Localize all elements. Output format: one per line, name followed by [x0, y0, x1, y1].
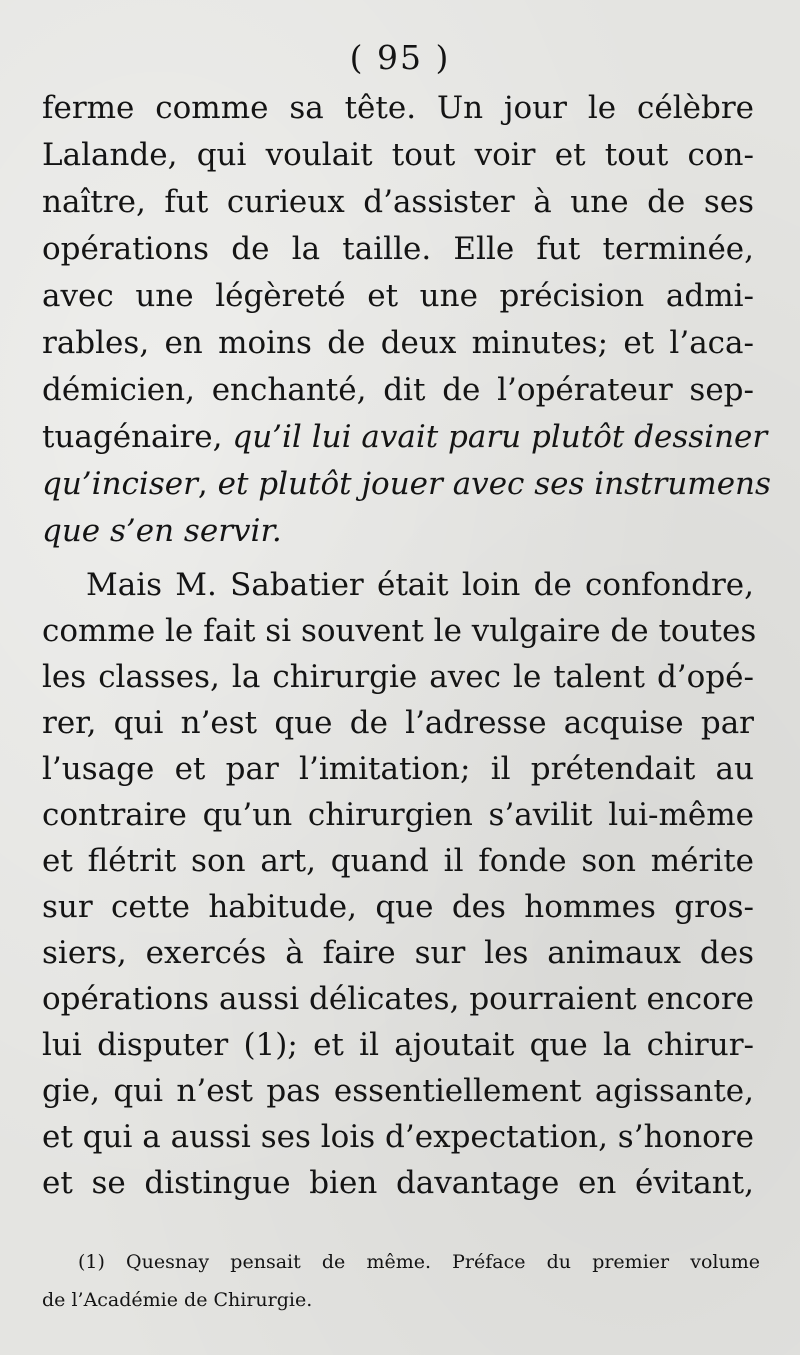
text-line-mixed [42, 461, 771, 507]
roman-text: , [197, 466, 218, 502]
text-line: gie, qui n’est pas essentiellement agissante, [42, 1073, 754, 1109]
italic-quote: qu’inciser [42, 466, 198, 502]
text-line: rer, qui n’est que de l’adresse acquise par [42, 705, 754, 741]
text-line: lui disputer (1); et il ajoutait que la chirur- [42, 1027, 754, 1063]
footnote-line: (1) Quesnay pensait de même. Préface du premier volume [78, 1251, 760, 1273]
text-line: siers, exercés à faire sur les animaux des [42, 935, 754, 971]
text-line: sur cette habitude, que des hommes gros- [42, 889, 754, 925]
text-line: et qui a aussi ses lois d’expectation, s’honore [42, 1119, 754, 1155]
text-line: rables, en moins de deux minutes; et l’aca- [42, 325, 754, 361]
text-line: naître, fut curieux d’assister à une de ses [42, 184, 754, 220]
roman-text: tuagénaire, [42, 419, 233, 455]
text-line: opérations de la taille. Elle fut terminée, [42, 231, 754, 267]
page-number: ( 95 ) [349, 38, 451, 77]
text-line: avec une légèreté et une précision admi- [42, 278, 754, 314]
text-line: démicien, enchanté, dit de l’opérateur sep- [42, 372, 754, 408]
italic-quote: et plutôt jouer avec ses instrumens [217, 466, 771, 502]
footnote-line: de l’Académie de Chirurgie. [42, 1289, 313, 1311]
text-line-mixed [42, 414, 768, 460]
text-line: ferme comme sa tête. Un jour le célèbre [42, 90, 754, 126]
text-line: que s’en servir. [42, 513, 282, 549]
text-line: opérations aussi délicates, pourraient encore [42, 981, 754, 1017]
text-line: les classes, la chirurgie avec le talent d’opé- [42, 659, 754, 695]
italic-quote: qu’il lui avait paru plutôt dessiner [232, 419, 768, 455]
text-line: contraire qu’un chirurgien s’avilit lui-même [42, 797, 754, 833]
text-line: Mais M. Sabatier était loin de confondre, [86, 567, 754, 603]
text-line: l’usage et par l’imitation; il prétendait au [42, 751, 754, 787]
text-line: et se distingue bien davantage en évitant, [42, 1165, 754, 1201]
text-line: comme le fait si souvent le vulgaire de toutes [42, 613, 757, 649]
text-line: Lalande, qui voulait tout voir et tout con- [42, 137, 754, 173]
text-line: et flétrit son art, quand il fonde son mérite [42, 843, 754, 879]
